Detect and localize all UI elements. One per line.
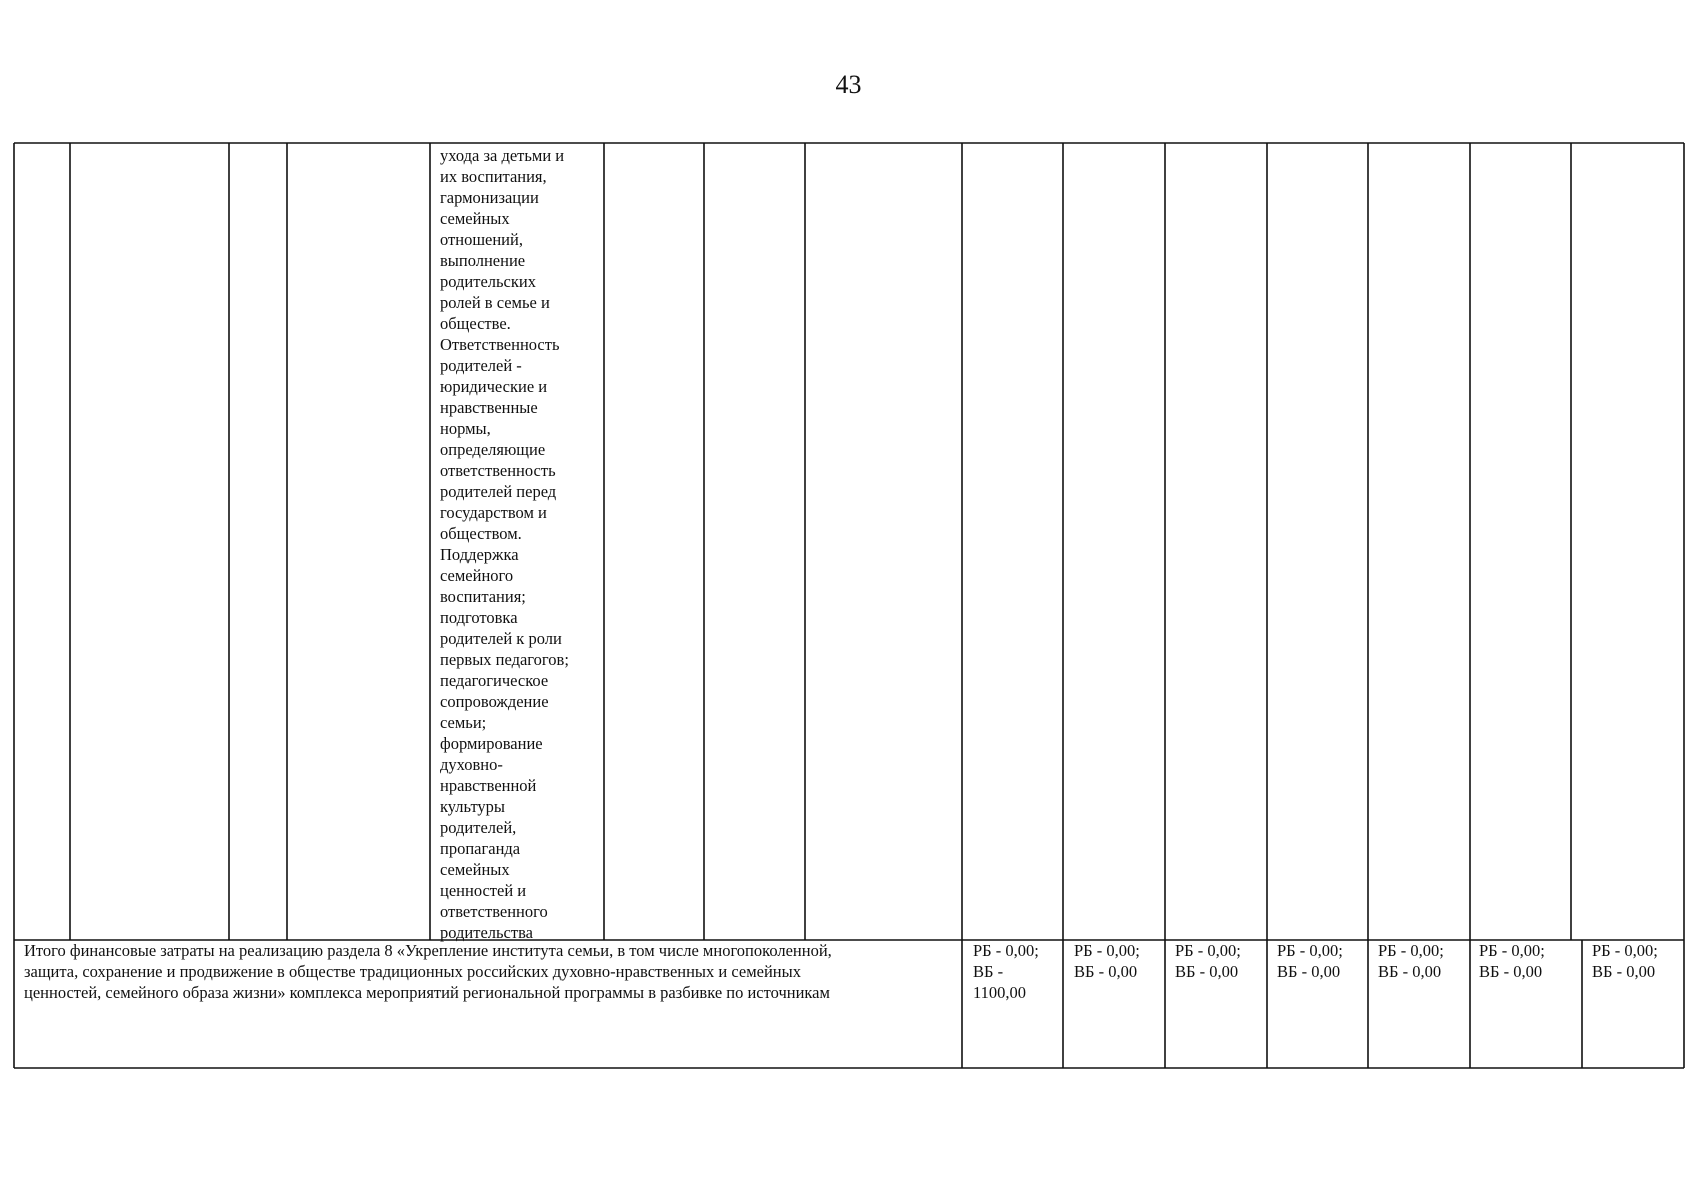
- total-row-label: Итого финансовые затраты на реализацию раздела 8 «Укрепление института семьи, в том числе многопоколенной, защита, сохранение и продвижение в обществе традиционных российских духовно-нравственных и семейных ценностей, семейного образа жизни» комплекса мероприятий региональной программы в разбивке по источникам: [24, 941, 832, 1002]
- total-amount-3: РБ - 0,00; ВБ - 0,00: [1175, 941, 1241, 981]
- total-amount-1: РБ - 0,00; ВБ - 1100,00: [973, 941, 1039, 1002]
- total-amount-5: РБ - 0,00; ВБ - 0,00: [1378, 941, 1444, 981]
- total-amount-4: РБ - 0,00; ВБ - 0,00: [1277, 941, 1343, 981]
- page-number: 43: [835, 70, 862, 99]
- total-amount-7: РБ - 0,00; ВБ - 0,00: [1592, 941, 1658, 981]
- activity-description: ухода за детьми и их воспитания, гармонизации семейных отношений, выполнение родительских ролей в семье и обществе. Ответственность родителей - юридические и нравственные нормы, определяющие ответственность родителей перед государством и обществом. Поддержка семейного воспитания; подготовка родителей к роли первых педагогов; педагогическое сопровождение семьи; формирование духовно- нравственной культуры родителей, пропаганда семейных ценностей и ответственного родительства: [440, 146, 569, 942]
- total-amount-2: РБ - 0,00; ВБ - 0,00: [1074, 941, 1140, 981]
- total-amount-6: РБ - 0,00; ВБ - 0,00: [1479, 941, 1545, 981]
